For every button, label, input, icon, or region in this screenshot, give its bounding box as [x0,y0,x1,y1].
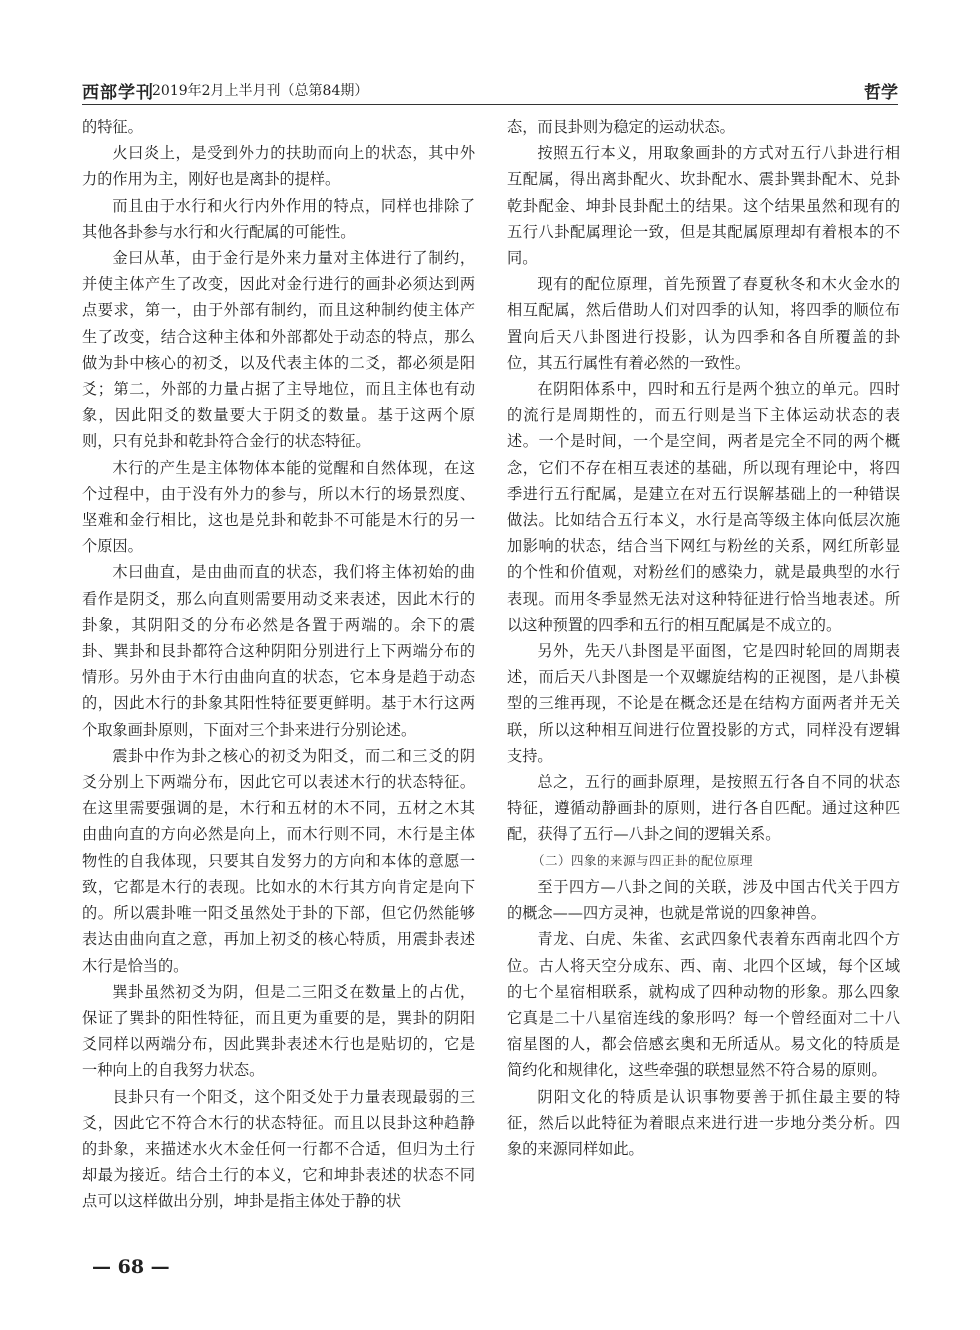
body-paragraph: 另外，先天八卦图是平面图，它是四时轮回的周期表述，而后天八卦图是一个双螺旋结构的正视图，是八卦模型的三维再现，不论是在概念还是在结构方面两者并无关联，所以这种相互间进行位置投影的方式，同样没有逻辑支持。 [507,642,900,765]
body-paragraph: 青龙、白虎、朱雀、玄武四象代表着东西南北四个方位。古人将天空分成东、西、南、北四个区域，每个区域的七个星宿相联系，就构成了四种动物的形象。那么四象它真是二十八星宿连线的象形吗？每一个曾经面对二十八宿星图的人，都会倍感玄奥和无所适从。易文化的特质是简约化和规律化，这些牵强的联想显然不符合易的原则。 [507,930,900,1080]
header-rule [82,104,898,105]
page-number: — 68 — [92,1256,170,1278]
body-paragraph: 艮卦只有一个阳爻，这个阳爻处于力量表现最弱的三爻，因此它不符合木行的状态特征。而且以艮卦这种趋静的卦象，来描述水火木金任何一行都不合适，但归为土行却最为接近。结合土行的本义，它和坤卦表述的状态不同点可以这样做出分别，坤卦是指主体处于静的状 [82,1087,475,1211]
section-name: 哲学 [864,83,898,103]
body-paragraph: 金曰从革，由于金行是外来力量对主体进行了制约，并使主体产生了改变，因此对金行进行的画卦必须达到两点要求，第一，由于外部有制约，而且这种制约使主体产生了改变，结合这种主体和外部都处于动态的特点，那么做为卦中核心的初爻，以及代表主体的二爻，都必须是阳爻；第二，外部的力量占据了主导地位，而且主体也有动象，因此阳爻的数量要大于阴爻的数量。基于这两个原则，只有兑卦和乾卦符合金行的状态特征。 [82,249,475,451]
body-paragraph: 震卦中作为卦之核心的初爻为阳爻，而二和三爻的阴爻分别上下两端分布，因此它可以表述木行的状态特征。在这里需要强调的是，木行和五材的木不同，五材之木其由曲向直的方向必然是向上，而木行则不同，木行是主体物性的自我体现，只要其自发努力的方向和本体的意愿一致，它都是木行的表现。比如水的木行其方向肯定是向下的。所以震卦唯一阳爻虽然处于卦的下部，但它仍然能够表达由曲向直之意，再加上初爻的核心特质，用震卦表述木行是恰当的。 [82,746,475,975]
body-paragraph: 巽卦虽然初爻为阴，但是二三阳爻在数量上的占优，保证了巽卦的阳性特征，而且更为重要的是，巽卦的阴阳爻同样以两端分布，因此巽卦表述木行也是贴切的，它是一种向上的自我努力状态。 [82,982,475,1080]
body-paragraph: 木曰曲直，是由曲而直的状态，我们将主体初始的曲看作是阴爻，那么向直则需要用动爻来表述，因此木行的卦象，其阴阳爻的分布必然是各置于两端的。余下的震卦、巽卦和艮卦都符合这种阴阳分别进行上下两端分布的情形。另外由于木行由曲向直的状态，它本身是趋于动态的，因此木行的卦象其阳性特征要更鲜明。基于木行这两个取象画卦原则，下面对三个卦来进行分别论述。 [82,563,475,739]
body-paragraph: 按照五行本义，用取象画卦的方式对五行八卦进行相互配属，得出离卦配火、坎卦配水、震卦巽卦配木、兑卦乾卦配金、坤卦艮卦配土的结果。这个结果虽然和现有的五行八卦配属理论一致，但是其配属原理却有着根本的不同。 [507,144,900,268]
journal-logo: 西部学刊 [82,83,154,103]
body-paragraph: 而且由于水行和火行内外作用的特点，同样也排除了其他各卦参与水行和火行配属的可能性。 [82,196,475,241]
body-paragraph: 态，而艮卦则为稳定的运动状态。 [507,118,735,136]
body-paragraph: 火曰炎上，是受到外力的扶助而向上的状态，其中外力的作用为主，刚好也是离卦的提样。 [82,144,475,189]
body-paragraph: 木行的产生是主体物体本能的觉醒和自然体现，在这个过程中，由于没有外力的参与，所以木行的场景烈度、坚难和金行相比，这也是兑卦和乾卦不可能是木行的另一个原因。 [82,458,475,556]
journal-issue: 2019年2月上半月刊（总第84期） [152,83,369,99]
body-paragraph: 在阴阳体系中，四时和五行是两个独立的单元。四时的流行是周期性的，而五行则是当下主体运动状态的表述。一个是时间，一个是空间，两者是完全不同的两个概念，它们不存在相互表述的基础，所以现有理论中，将四季进行五行配属，是建立在对五行误解基础上的一种错误做法。比如结合五行本义，水行是高等级主体向低层次施加影响的状态，结合当下网红与粉丝的关系，网红所彰显的个性和价值观，对粉丝们的感染力，就是最典型的水行表现。而用冬季显然无法对这种特征进行恰当地表述。所以这种预置的四季和五行的相互配属是不成立的。 [507,380,900,634]
body-paragraph: 阴阳文化的特质是认识事物要善于抓住最主要的特征，然后以此特征为着眼点来进行进一步地分类分析。四象的来源同样如此。 [507,1087,900,1158]
body-paragraph: 总之，五行的画卦原理，是按照五行各自不同的状态特征，遵循动静画卦的原则，进行各自匹配。通过这种匹配，获得了五行—八卦之间的逻辑关系。 [507,773,900,844]
section-subheading: （二）四象的来源与四正卦的配位原理 [532,852,754,868]
body-paragraph: 的特征。 [82,118,143,136]
body-paragraph: 现有的配位原理，首先预置了春夏秋冬和木火金水的相互配属，然后借助人们对四季的认知，将四季的顺位布置向后天八卦图进行投影，认为四季和各自所覆盖的卦位，其五行属性有着必然的一致性。 [507,275,900,372]
left-text-column [82,114,475,1254]
body-paragraph: 至于四方—八卦之间的关联，涉及中国古代关于四方的概念——四方灵神，也就是常说的四象神兽。 [507,877,900,923]
right-text-column [507,114,900,1254]
page-header [82,74,898,104]
